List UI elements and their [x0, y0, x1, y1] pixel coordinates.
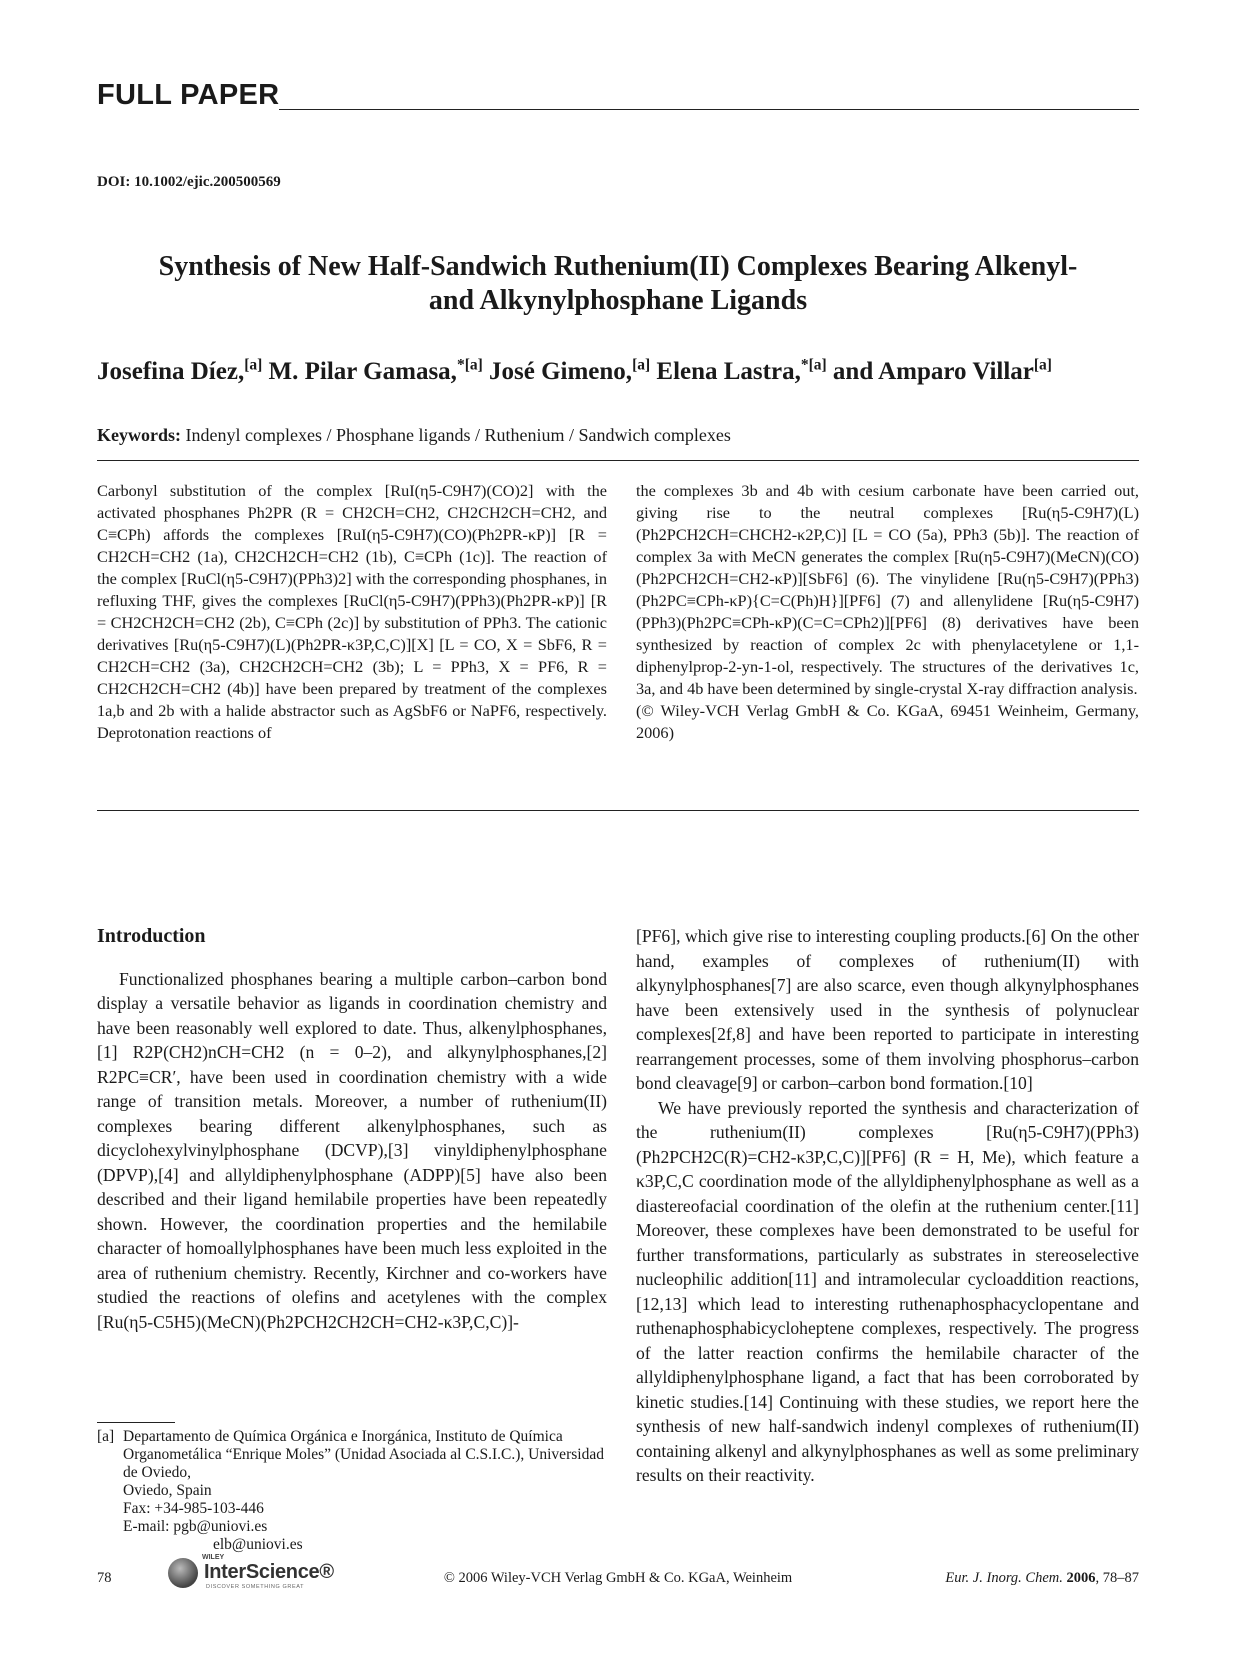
article-title-line2: and Alkynylphosphane Ligands	[428, 285, 808, 316]
journal-pages: , 78–87	[1095, 1570, 1139, 1586]
author-list	[97, 357, 1139, 387]
abstract-right-column	[636, 480, 1139, 744]
author-name: and Amparo Villar	[832, 358, 1034, 385]
journal-year: 2006	[1066, 1570, 1096, 1586]
keywords-text: Indenyl complexes / Phosphane ligands / Ruthenium / Sandwich complexes	[185, 425, 731, 445]
author-name: Josefina Díez,	[97, 358, 245, 385]
abstract-bottom-rule	[97, 810, 1139, 811]
abstract-left-column	[97, 480, 607, 744]
article-title-line1: Synthesis of New Half-Sandwich Ruthenium(II) Complexes Bearing Alkenyl-	[158, 251, 1078, 282]
doi: DOI: 10.1002/ejic.200500569	[97, 174, 281, 190]
abstract-text-left: Carbonyl substitution of the complex [RuI(η5-C9H7)(CO)2] with the activated phosphanes Ph2PR (R = CH2CH=CH2, CH2CH2CH=CH2, and C≡CPh) affords the complexes [RuI(η5-C9H7)(CO)(Ph2PR-κP)] [R = CH2CH=CH2 (1a), CH2CH2CH=CH2 (1b), C≡CPh (1c)]. The reaction of the complex [RuCl(η5-C9H7)(PPh3)2] with the corresponding phosphanes, in refluxing THF, gives the complexes [RuCl(η5-C9H7)(PPh3)(Ph2PR-κP)] [R = CH2CH2CH=CH2 (2b), C≡CPh (2c)] by substitution of PPh3. The cationic derivatives [Ru(η5-C9H7)(L)(Ph2PR-κ3P,C,C)][X] [L = CO, X = SbF6, R = CH2CH=CH2 (3a), CH2CH2CH=CH2 (3b); L = PPh3, X = PF6, R = CH2CH2CH=CH2 (4b)] have been prepared by treatment of the complexes 1a,b and 2b with a halide abstractor such as AgSbF6 or NaPF6, respectively. Deprotonation reactions of	[97, 481, 607, 742]
affiliation-footnote	[97, 1428, 607, 1554]
page-footer	[97, 1568, 1139, 1590]
page-number: 78	[97, 1570, 112, 1586]
footnote-fax: Fax: +34-985-103-446	[123, 1500, 264, 1517]
keywords-label: Keywords:	[97, 425, 181, 445]
abstract-text-right: the complexes 3b and 4b with cesium carbonate have been carried out, giving rise to the neutral complexes [Ru(η5-C9H7)(L)(Ph2PCH2CH=CHCH2-κ2P,C)] [L = CO (5a), PPh3 (5b)]. The reaction of complex 3a with MeCN generates the complex [Ru(η5-C9H7)(MeCN)(CO)(Ph2PCH2CH=CH2-κP)][SbF6] (6). The vinylidene [Ru(η5-C9H7)(PPh3)(Ph2PC≡CPh-κP){C=C(Ph)H}][PF6] (7) and allenylidene [Ru(η5-C9H7)(PPh3)(Ph2PC≡CPh-κP)(C=C=CPh2)][PF6] (8) derivatives have been synthesized by reaction of complex 2c with phenylacetylene or 1,1-diphenylprop-2-yn-1-ol, respectively. The structures of the derivatives 1c, 3a, and 4b have been determined by single-crystal X-ray diffraction analysis.	[636, 481, 1139, 698]
intro-paragraph-3: We have previously reported the synthesis and characterization of the ruthenium(II) complexes [Ru(η5-C9H7)(PPh3)(Ph2PCH2C(R)=CH2-κ3P,C,C)][PF6] (R = H, Me), which feature a κ3P,C,C coordination mode of the allyldiphenylphosphane as well as a diastereofacial coordination of the olefin at the ruthenium center.[11] Moreover, these complexes have been demonstrated to be useful for further transformations, particularly as substrates in stereoselective nucleophilic addition[11] and intramolecular cycloaddition reactions,[12,13] which lead to interesting ruthenaphosphacyclopentane and ruthenaphosphabicycloheptene complexes, respectively. The progress of the latter reaction confirms the hemilabile character of the allyldiphenylphosphane ligand, a fact that has been corroborated by kinetic studies.[14] Continuing with these studies, we report here the synthesis of new half-sandwich indenyl complexes of ruthenium(II) containing alkenyl and alkynylphosphanes as well as some preliminary results on their reactivity.	[636, 1097, 1139, 1485]
footnote-city: Oviedo, Spain	[123, 1482, 212, 1499]
author-affiliation: [a]	[1033, 356, 1052, 374]
keywords	[97, 425, 731, 446]
body-right-column	[636, 924, 1139, 1488]
page-header	[97, 78, 1139, 118]
section-label: FULL PAPER	[97, 79, 280, 111]
author-affiliation: [a]	[632, 356, 651, 374]
footnote-label: [a]	[97, 1428, 115, 1445]
section-heading-introduction: Introduction	[97, 925, 206, 947]
abstract-top-rule	[97, 460, 1139, 461]
footnote-institution: Departamento de Química Orgánica e Inorgánica, Instituto de Química Organometálica “Enrique Moles” (Unidad Asociada al C.S.I.C.), Universidad de Oviedo,	[123, 1428, 604, 1481]
journal-citation	[945, 1570, 1139, 1587]
author-affiliation: *[a]	[456, 356, 483, 374]
abstract-copyright: (© Wiley-VCH Verlag GmbH & Co. KGaA, 69451 Weinheim, Germany, 2006)	[636, 701, 1139, 742]
footnote-email-2: elb@uniovi.es	[213, 1536, 303, 1553]
author-affiliation: *[a]	[800, 356, 827, 374]
article-title	[97, 250, 1139, 318]
author-affiliation: [a]	[244, 356, 263, 374]
author-name: Elena Lastra,	[656, 358, 801, 385]
logo-publisher: WILEY	[202, 1554, 225, 1561]
footnote-rule	[97, 1422, 175, 1423]
logo-tagline: DISCOVER SOMETHING GREAT	[206, 1584, 305, 1590]
footnote-email: E-mail: pgb@uniovi.es	[123, 1518, 268, 1535]
body-left-column	[97, 924, 607, 1334]
logo-name: InterScience®	[204, 1561, 334, 1583]
intro-paragraph-1: Functionalized phosphanes bearing a multiple carbon–carbon bond display a versatile behavior as ligands in coordination chemistry and have been reasonably well explored to date. Thus, alkenylphosphanes,[1] R2P(CH2)nCH=CH2 (n = 0–2), and alkynylphosphanes,[2] R2PC≡CR′, have been used in coordination chemistry with a wide range of transition metals. Moreover, a number of ruthenium(II) complexes bearing different alkenylphosphanes, such as dicyclohexylvinylphosphane (DCVP),[3] vinyldiphenylphosphane (DPVP),[4] and allyldiphenylphosphane (ADPP)[5] have also been described and their ligand hemilabile properties have been repeatedly shown. However, the coordination properties and the hemilabile character of homoallylphosphanes have been much less exploited in the area of ruthenium chemistry. Recently, Kirchner and co-workers have studied the reactions of olefins and acetylenes with the complex [Ru(η5-C5H5)(MeCN)(Ph2PCH2CH2CH=CH2-κ3P,C,C)]-	[97, 968, 607, 1332]
intro-paragraph-2: [PF6], which give rise to interesting coupling products.[6] On the other hand, examples of complexes of ruthenium(II) with alkynylphosphanes[7] are also scarce, even though alkynylphosphanes have been extensively used in the synthesis of polynuclear complexes[2f,8] and have been reported to participate in interesting rearrangement processes, some of them involving phosphorus–carbon bond cleavage[9] or carbon–carbon bond formation.[10]	[636, 926, 1139, 1093]
footer-copyright: © 2006 Wiley-VCH Verlag GmbH & Co. KGaA, Weinheim	[443, 1570, 793, 1586]
journal-name: Eur. J. Inorg. Chem.	[945, 1570, 1063, 1586]
author-name: M. Pilar Gamasa,	[268, 358, 457, 385]
author-name: José Gimeno,	[489, 358, 633, 385]
